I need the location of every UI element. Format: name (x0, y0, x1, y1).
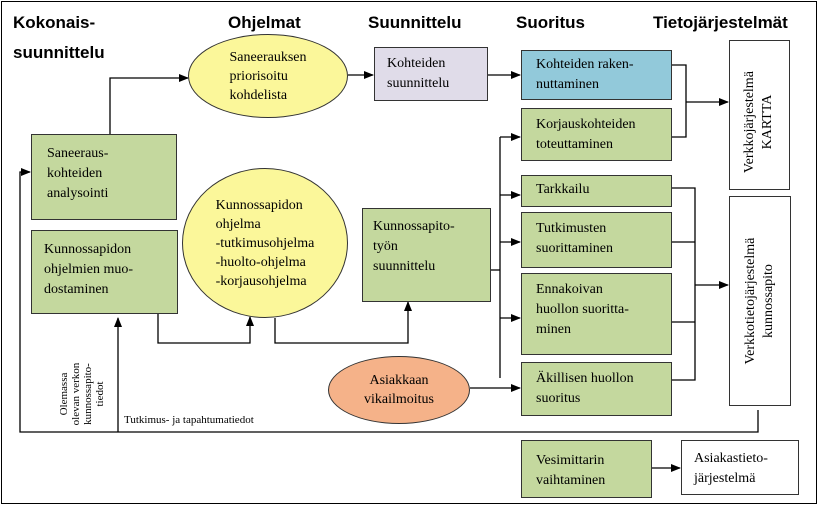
header-suoritus: Suoritus (516, 13, 585, 32)
node-ennakoivan-huollon: Ennakoivan huollon suoritta- minen (521, 273, 672, 355)
arrow-analysointi-to-kohdelista (110, 78, 188, 135)
header-kokonaissuunnittelu: Kokonais- suunnittelu (13, 13, 105, 62)
header-suunnittelu: Suunnittelu (368, 13, 462, 32)
node-akillisen-huollon: Äkillisen huollon suoritus (521, 362, 672, 416)
node-tutkimusten-suorittaminen: Tutkimusten suorittaminen (521, 212, 672, 268)
node-verkkojarjestelma: Verkkojärjestelmä KARTTA (729, 40, 790, 190)
node-saneeraus-analysointi: Saneeraus- kohteiden analysointi (31, 134, 177, 220)
node-saneerauksen-kohdelista: Saneerauksen priorisoitu kohdelista (188, 34, 348, 118)
node-kunnossapitotyon-suunnittelu: Kunnossapito- työn suunnittelu (362, 208, 491, 302)
header-ohjelmat: Ohjelmat (228, 13, 301, 32)
node-kunnossapidon-muodostaminen: Kunnossapidon ohjelmien muo- dostaminen (31, 230, 178, 314)
node-kunnossapidon-ohjelma: Kunnossapidon ohjelma -tutkimusohjelma -huolto-ohjelma -korjausohjelma (182, 168, 348, 318)
label-olemassa-olevan-verkon: Olemassa olevan verkon kunnossapito- tiedot (58, 362, 106, 426)
arrow-muodostaminen-to-ohjelma (158, 313, 250, 343)
node-asiakkaan-vikailmoitus: Asiakkaan vikailmoitus (328, 356, 470, 424)
label-tutkimus-tapahtumatiedot: Tutkimus- ja tapahtumatiedot (124, 414, 254, 426)
node-vesimittarin-vaihtaminen: Vesimittarin vaihtaminen (521, 440, 652, 498)
node-verkkotietojarjestelma: Verkkotietojärjestelmä kunnossapito (729, 196, 791, 406)
node-kohteiden-suunnittelu: Kohteiden suunnittelu (374, 47, 488, 101)
node-kohteiden-rakennuttaminen: Kohteiden raken- nuttaminen (521, 50, 672, 100)
node-korjauskohteiden-toteuttaminen: Korjauskohteiden toteuttaminen (521, 108, 672, 161)
node-tarkkailu: Tarkkailu (521, 175, 672, 207)
node-asiakastietojarjestelma: Asiakastieto- järjestelmä (681, 440, 799, 495)
header-tietojarjestelmat: Tietojärjestelmät (653, 13, 788, 32)
